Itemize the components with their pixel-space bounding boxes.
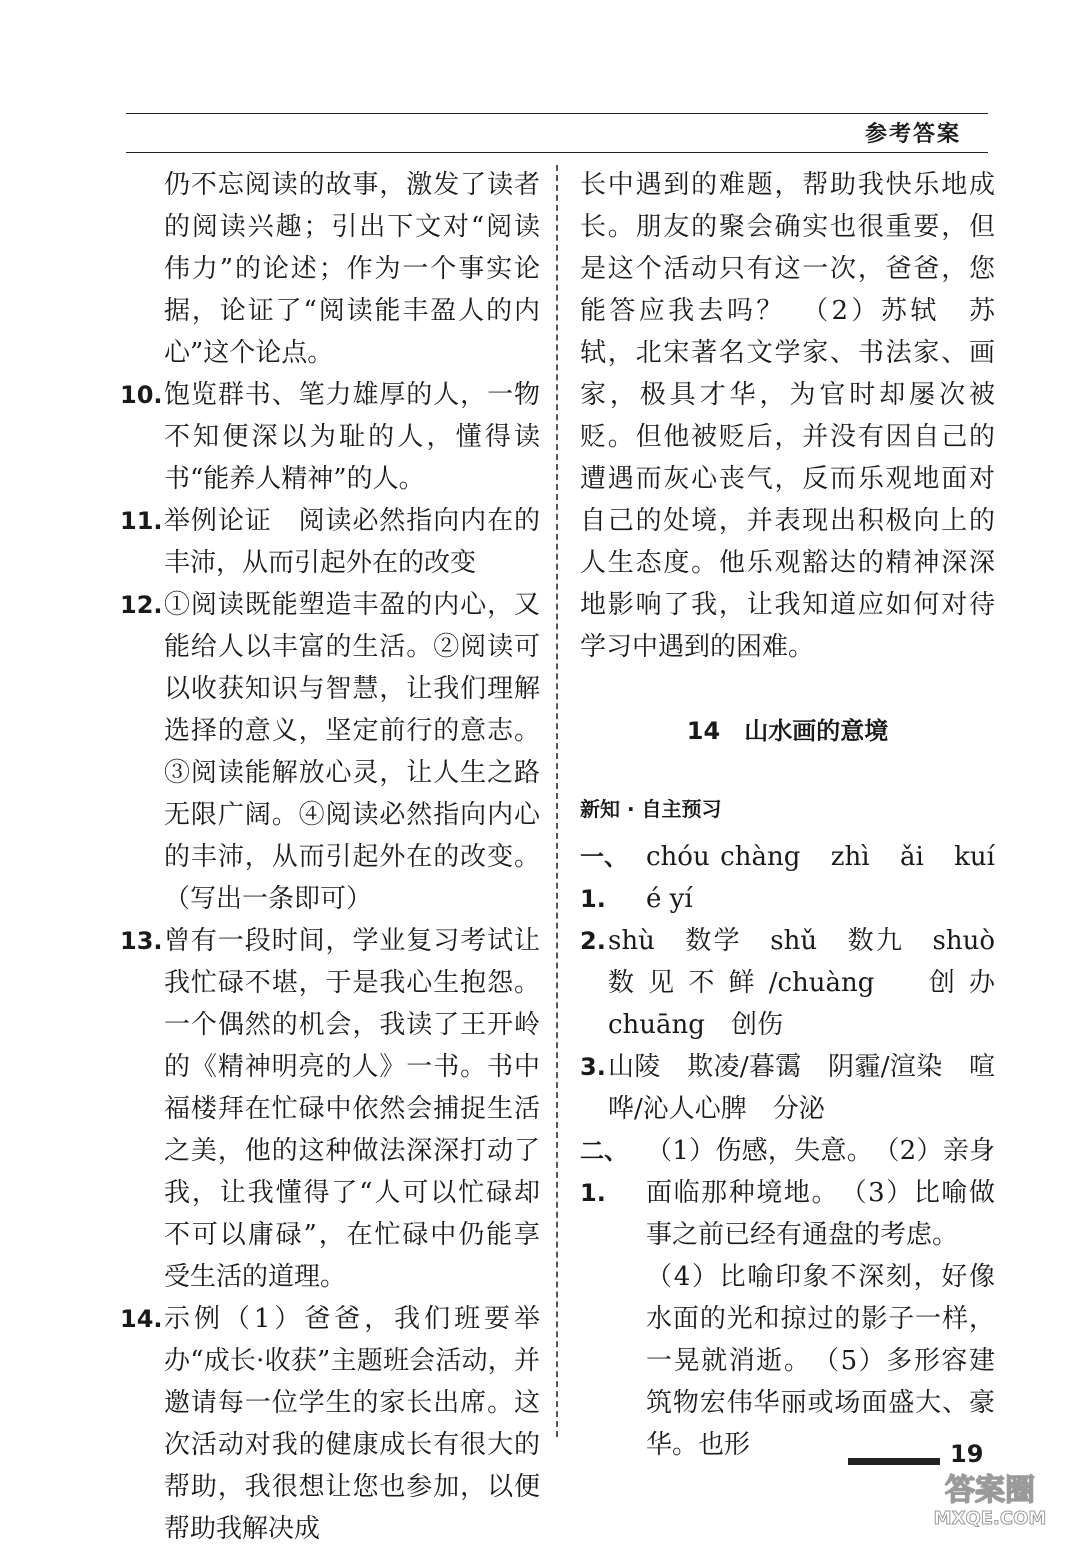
answer-item-14 bbox=[120, 1298, 540, 1550]
item-number: 一、1. bbox=[580, 843, 628, 913]
item-number: 12. bbox=[120, 591, 163, 619]
item-number: 13. bbox=[120, 927, 163, 955]
header-rule-top bbox=[126, 113, 988, 114]
item-number: 11. bbox=[120, 507, 163, 535]
header-label: 参考答案 bbox=[864, 122, 961, 147]
answer-item-13 bbox=[120, 920, 540, 1298]
item-text: chóu chàng zhì ǎi kuí é yí bbox=[646, 842, 1022, 914]
preview-item-4-continuation: （4）比喻印象不深刻，好像水面的光和掠过的影子一样，一晃就消逝。 （5）多形容建筑物宏伟华丽或场面盛大、豪华。也形 bbox=[646, 1262, 995, 1460]
preview-item-2 bbox=[580, 920, 1022, 1046]
item-number: 10. bbox=[120, 381, 163, 409]
left-column bbox=[120, 164, 540, 1550]
right-column bbox=[580, 164, 1022, 1466]
answer-item-12 bbox=[120, 584, 540, 920]
preview-item-1 bbox=[580, 836, 1022, 920]
watermark-text: 答案圈 bbox=[945, 1473, 1035, 1508]
item-number: 二、1. bbox=[580, 1137, 628, 1207]
item-number: 2. bbox=[580, 927, 606, 955]
item-number: 14. bbox=[120, 1305, 163, 1333]
item-text: 山陵 欺凌/暮霭 阴霾/渲染 喧哗/沁人心脾 分泌 bbox=[608, 1052, 995, 1124]
page-number: 19 bbox=[950, 1440, 984, 1468]
item-text: ①阅读既能塑造丰盈的内心，又能给人以丰富的生活。②阅读可以收获知识与智慧，让我们理解选择的意义，坚定前行的意志。③阅读能解放心灵，让人生之路无限广阔。④阅读必然指向内心的丰沛，从而引起外在的改变。（写出一条即可） bbox=[164, 590, 540, 914]
watermark-logo bbox=[905, 1470, 1075, 1530]
item-text: 饱览群书、笔力雄厚的人，一物不知便深以为耻的人，懂得读书“能养人精神”的人。 bbox=[164, 380, 540, 494]
watermark-url: MXQE.COM bbox=[933, 1508, 1047, 1529]
header-rule-bottom bbox=[126, 152, 988, 153]
item-text: （1）伤感，失意。 （2）亲身面临那种境地。 （3）比喻做事之前已经有通盘的考虑。 bbox=[646, 1136, 995, 1250]
item-text: 示例（1）爸爸，我们班要举办“成长·收获”主题班会活动，并邀请每一位学生的家长出席。这次活动对我的健康成长有很大的帮助，我很想让您也参加，以便帮助我解决成 bbox=[164, 1304, 540, 1544]
item-text: shù 数学 shǔ 数九 shuò 数见不鲜/chuàng 创办 chuāng 创伤 bbox=[608, 926, 1022, 1040]
item-text: 举例论证 阅读必然指向内在的丰沛，从而引起外在的改变 bbox=[164, 506, 540, 578]
section-title: 14 山水画的意境 bbox=[686, 717, 889, 745]
item-number: 3. bbox=[580, 1053, 606, 1081]
left-intro-text: 仍不忘阅读的故事，激发了读者的阅读兴趣；引出下文对“阅读伟力”的论述；作为一个事实论据，论证了“阅读能丰盈人的内心”这个论点。 bbox=[164, 170, 540, 368]
column-divider bbox=[556, 165, 558, 1437]
answer-item-11 bbox=[120, 500, 540, 584]
right-continuation-text: 长中遇到的难题，帮助我快乐地成长。朋友的聚会确实也很重要，但是这个活动只有这一次，爸爸，您能答应我去吗？ （2）苏轼 苏轼，北宋著名文学家、书法家、画家，极具才华，为官时却屡次被贬。但他被贬后，并没有因自己的遭遇而灰心丧气，反而乐观地面对自己的处境，并表现出积极向上的人生态度。他乐观豁达的精神深深地影响了我，让我知道应如何对待学习中遇到的困难。 bbox=[580, 170, 995, 662]
subsection-heading: 新知 · 自主预习 bbox=[580, 797, 722, 821]
preview-item-4 bbox=[580, 1130, 995, 1256]
preview-item-3 bbox=[580, 1046, 995, 1130]
footer-bar bbox=[848, 1458, 940, 1465]
item-text: 曾有一段时间，学业复习考试让我忙碌不堪，于是我心生抱怨。一个偶然的机会，我读了王开岭的《精神明亮的人》一书。书中福楼拜在忙碌中依然会捕捉生活之美，他的这种做法深深打动了我，让我懂得了“人可以忙碌却不可以庸碌”，在忙碌中仍能享受生活的道理。 bbox=[164, 926, 540, 1292]
answer-item-10 bbox=[120, 374, 540, 500]
